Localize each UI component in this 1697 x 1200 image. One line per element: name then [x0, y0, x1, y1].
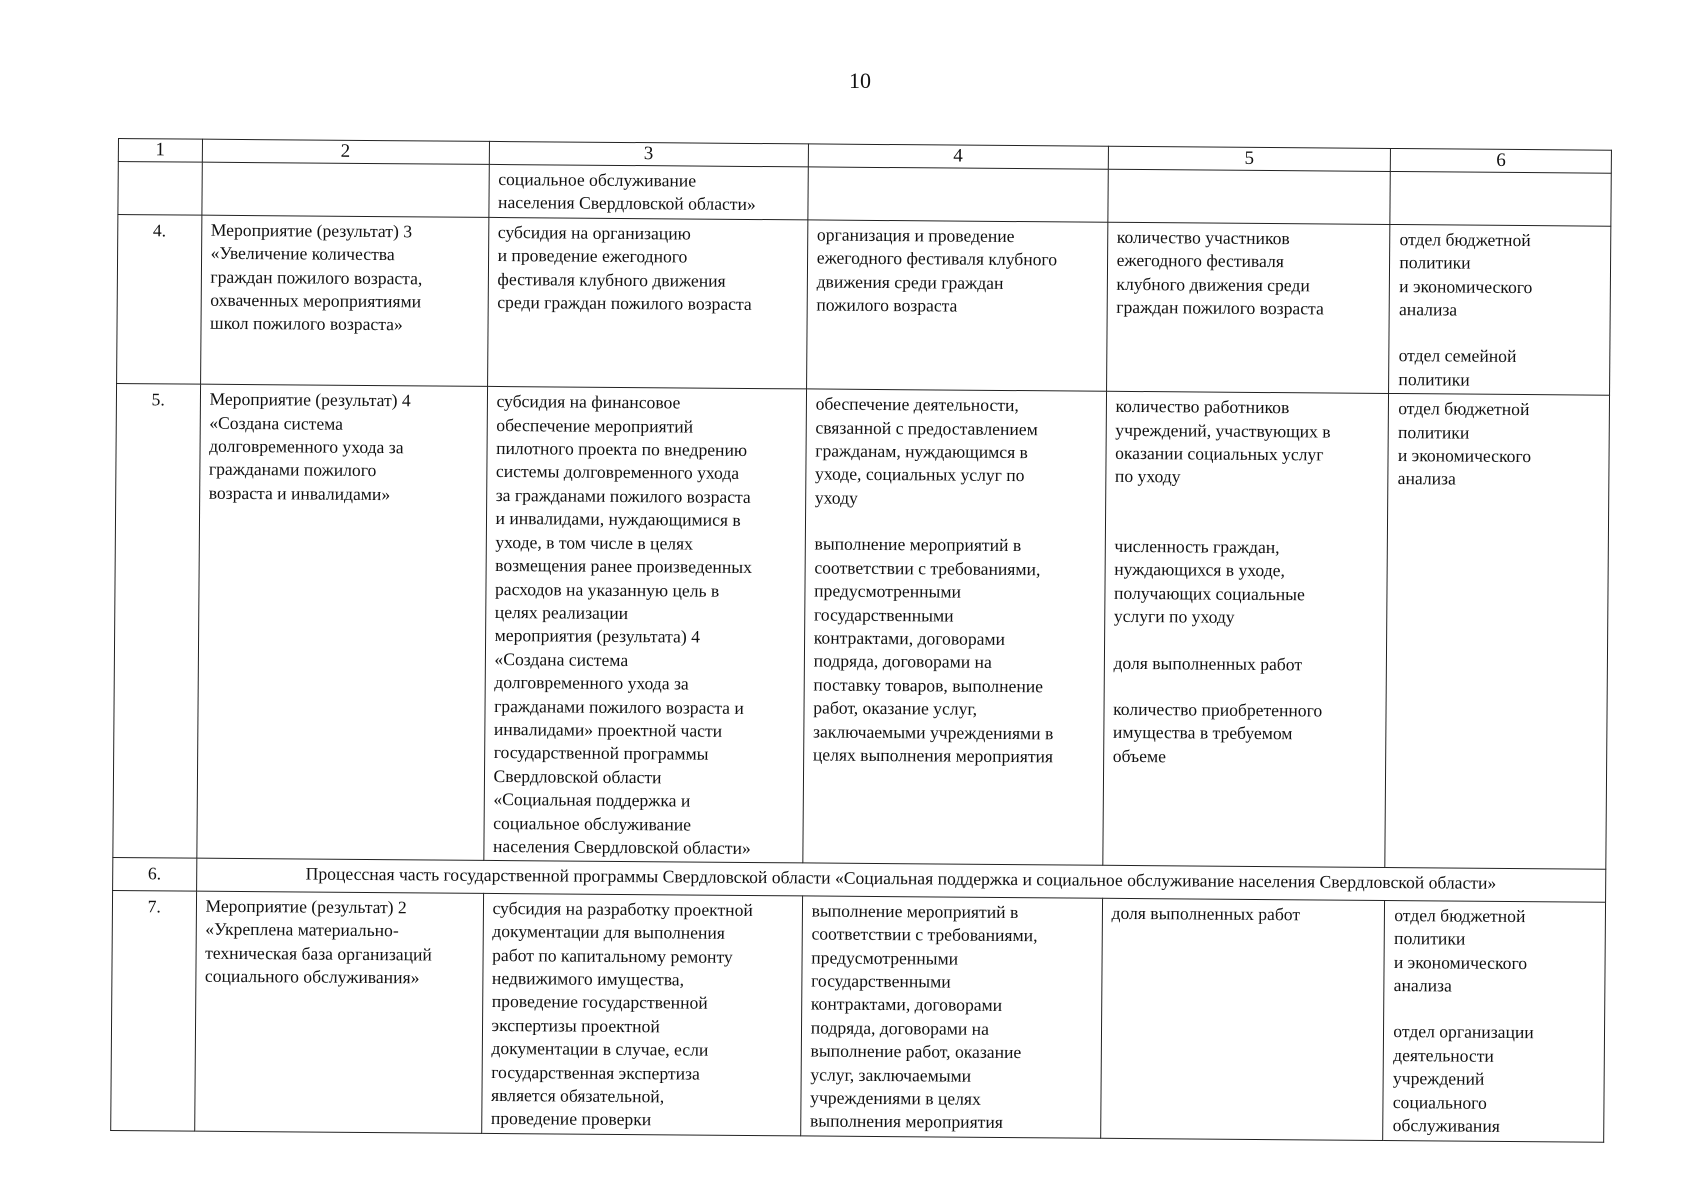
text-line: предусмотренными: [811, 947, 959, 969]
text-line: деятельности: [1393, 1044, 1494, 1066]
text-line: долговременного ухода за: [494, 672, 689, 694]
text-line: охваченных мероприятиями: [210, 289, 422, 312]
text-line: «Увеличение количества: [210, 242, 395, 265]
text-line: субсидия на организацию: [497, 221, 691, 244]
text-line: политики: [1399, 252, 1471, 273]
text-line: подряда, договорами на: [813, 650, 992, 673]
result-description: [800, 896, 1102, 1138]
text-line: по уходу: [1114, 466, 1181, 487]
text-line: системы долговременного ухода: [495, 461, 740, 484]
text-line: возраста и инвалидами»: [208, 482, 391, 505]
table-row: [111, 890, 1606, 1142]
text-line: за гражданами пожилого возраста: [495, 484, 751, 507]
column-header-6: 6: [1391, 148, 1612, 173]
result-description: [803, 389, 1107, 865]
text-line: недвижимого имущества,: [491, 967, 685, 990]
text-line: количество работников: [1115, 396, 1290, 418]
text-line: отдел семейной: [1398, 345, 1517, 367]
text-line: обеспечение деятельности,: [815, 393, 1019, 416]
text-line: целях реализации: [494, 601, 629, 623]
text-line: обслуживания: [1392, 1115, 1500, 1136]
text-line: количество приобретенного: [1113, 698, 1323, 721]
text-line: предусмотренными: [814, 580, 962, 602]
text-line: государственными: [811, 970, 951, 992]
text-line: гражданам, нуждающимся в: [815, 440, 1028, 463]
column-header-2: 2: [202, 139, 489, 164]
text-line: оказании социальных услуг: [1115, 442, 1324, 465]
text-line: «Укреплена материально-: [205, 918, 399, 941]
text-line: ежегодного фестиваля: [1116, 250, 1284, 272]
result-1: [815, 393, 1098, 512]
indicator: [1106, 222, 1390, 394]
text-line: населения Свердловской области»: [492, 835, 751, 858]
text-line: долговременного ухода за: [209, 435, 404, 458]
text-line: расходов на указанную цель в: [494, 578, 720, 601]
text-line: пожилого возраста: [816, 294, 958, 316]
text-line: политики: [1394, 928, 1466, 949]
text-line: количество участников: [1116, 226, 1290, 249]
text-line: отдел бюджетной: [1398, 398, 1530, 420]
text-line: государственной программы: [493, 742, 709, 764]
text-line: анализа: [1398, 299, 1458, 320]
text-line: контрактами, договорами: [810, 993, 1003, 1016]
text-line: граждан пожилого возраста: [1116, 296, 1324, 319]
subsidy-purpose: [481, 893, 802, 1136]
cell: [808, 167, 1108, 222]
text-line: отдел бюджетной: [1399, 228, 1531, 250]
text-line: документации для выполнения: [492, 921, 726, 943]
text-line: социального обслуживания»: [204, 965, 420, 988]
text-line: и экономического: [1399, 275, 1533, 297]
text-line: уходе, социальных услуг по: [815, 463, 1025, 486]
text-line: среди граждан пожилого возраста: [497, 292, 752, 315]
text-line: «Создана система: [209, 412, 344, 434]
text-line: и инвалидами, нуждающимися в: [495, 508, 741, 531]
text-line: анализа: [1397, 468, 1456, 489]
column-header-5: 5: [1108, 146, 1391, 171]
text-line: выполнение работ, оказание: [810, 1040, 1022, 1063]
text-line: государственными: [813, 603, 954, 626]
text-line: и проведение ежегодного: [497, 245, 688, 267]
text-line: мероприятия (результата) 4: [494, 625, 701, 647]
text-line: учреждений, участвующих в: [1115, 419, 1331, 442]
text-line: отдел бюджетной: [1394, 904, 1526, 926]
responsible-department: [1389, 224, 1611, 395]
text-line: работ, оказание услуг,: [813, 697, 978, 719]
text-line: «Создана система: [494, 648, 629, 670]
text-line: ежегодного фестиваля клубного: [816, 247, 1058, 270]
activity-name: [196, 384, 487, 860]
text-line: гражданами пожилого: [208, 459, 377, 481]
text-line: работ по капитальному ремонту: [492, 944, 733, 967]
text-line: экспертизы проектной: [491, 1014, 660, 1037]
text-line: Мероприятие (результат) 3: [210, 219, 413, 242]
text-line: фестиваля клубного движения: [497, 268, 726, 291]
row-number: 5.: [113, 384, 200, 859]
text-line: организация и проведение: [816, 224, 1015, 246]
text-line: численность граждан,: [1114, 535, 1280, 558]
text-line: анализа: [1393, 975, 1452, 996]
subsidy-purpose: [483, 387, 806, 864]
text-line: услуги по уходу: [1113, 605, 1235, 627]
department-1: [1394, 904, 1597, 999]
text-line: гражданами пожилого возраста и: [494, 695, 744, 718]
row-number: 7.: [111, 890, 196, 1131]
result-description: [806, 220, 1107, 392]
indicator-4: [1113, 698, 1378, 770]
indicator-1: [1115, 395, 1380, 491]
page-number: 10: [849, 68, 871, 93]
cell: [1107, 169, 1390, 224]
text-line: услуг, заключаемыми: [810, 1064, 972, 1086]
text-line: субсидия на финансовое: [496, 391, 681, 413]
text-line: социальное обслуживание: [498, 168, 697, 191]
row-number: 6.: [113, 858, 197, 891]
department-1: [1399, 228, 1602, 323]
cell: [118, 162, 202, 215]
text-line: движения среди граждан: [816, 271, 1004, 293]
text-line: инвалидами» проектной части: [493, 718, 723, 741]
indicator-3: [1113, 651, 1378, 676]
department-2: [1398, 345, 1601, 393]
text-line: уходе, в том числе в целях: [495, 531, 694, 554]
text-line: пилотного проекта по внедрению: [496, 438, 748, 461]
activity-name: [194, 891, 483, 1133]
text-line: выполнение мероприятий в: [814, 533, 1022, 556]
table-row: [113, 384, 1610, 870]
text-line: является обязательной,: [490, 1084, 665, 1107]
text-line: связанной с предоставлением: [815, 417, 1038, 439]
text-line: и экономического: [1397, 445, 1532, 467]
text-line: соответствии с требованиями,: [814, 557, 1041, 579]
activity-name: [200, 215, 488, 387]
text-line: заключаемыми учреждениями в: [813, 721, 1054, 743]
column-header-3: 3: [489, 141, 808, 167]
text-line: Мероприятие (результат) 2: [205, 895, 407, 918]
indicator: [1100, 898, 1385, 1140]
text-line: государственная экспертиза: [491, 1061, 700, 1084]
text-line: учреждений: [1392, 1068, 1485, 1089]
text-line: социального: [1392, 1091, 1487, 1113]
text-line: клубного движения среди: [1116, 273, 1310, 295]
activities-table: [110, 138, 1612, 1143]
text-line: Мероприятие (результат) 4: [209, 388, 411, 411]
responsible-department: [1383, 900, 1606, 1142]
text-line: и экономического: [1393, 951, 1528, 973]
text-line: соответствии с требованиями,: [811, 923, 1038, 946]
column-header-1: 1: [118, 139, 202, 163]
text-line: отдел организации: [1393, 1021, 1534, 1043]
text-line: имущества в требуемом: [1112, 722, 1293, 744]
text-line: получающих социальные: [1113, 582, 1305, 605]
text-line: обеспечение мероприятий: [496, 414, 694, 437]
column-header-4: 4: [808, 144, 1108, 169]
indicator: [1102, 392, 1388, 868]
text-line: уходу: [814, 487, 858, 508]
table-row: [117, 214, 1611, 395]
text-line: возмещения ранее произведенных: [495, 555, 753, 578]
text-line: проведение проверки: [490, 1108, 652, 1130]
text-line: выполнения мероприятия: [809, 1110, 1003, 1133]
result-2: [813, 533, 1097, 769]
text-line: подряда, договорами на: [810, 1017, 990, 1039]
text-line: населения Свердловской области»: [497, 192, 756, 215]
text-line: социальное обслуживание: [493, 812, 692, 835]
section-title: Процессная часть государственной программы Свердловской области «Социальная поддержка и социальное обслуживание населения Свердловской области»: [196, 859, 1606, 902]
text-line: субсидия на разработку проектной: [492, 897, 753, 920]
text-line: объеме: [1112, 745, 1167, 766]
text-line: целях выполнения мероприятия: [812, 744, 1054, 767]
row-number: 4.: [117, 214, 202, 384]
text-line: документации в случае, если: [491, 1038, 709, 1060]
text-line: поставку товаров, выполнение: [813, 674, 1044, 697]
text-line: политики: [1397, 421, 1470, 443]
text-line: учреждениями в целях: [810, 1087, 981, 1109]
cell-text: [488, 164, 808, 219]
responsible-department: [1385, 394, 1609, 870]
indicator-2: [1114, 535, 1379, 631]
text-line: нуждающихся в уходе,: [1114, 559, 1285, 581]
text-line: доля выполненных работ: [1111, 902, 1301, 925]
cell: [1390, 171, 1611, 226]
text-line: школ пожилого возраста»: [210, 313, 403, 335]
department-2: [1393, 1020, 1597, 1139]
text-line: политики: [1398, 368, 1470, 390]
text-line: Свердловской области: [493, 765, 662, 788]
text-line: граждан пожилого возраста,: [210, 266, 423, 289]
subsidy-purpose: [487, 217, 807, 389]
text-line: «Социальная поддержка и: [493, 789, 691, 811]
text-line: проведение государственной: [491, 991, 708, 1014]
text-line: техническая база организаций: [205, 942, 432, 965]
cell: [201, 162, 488, 217]
text-line: выполнение мероприятий в: [811, 900, 1019, 922]
text-line: контрактами, договорами: [813, 627, 1006, 649]
text-line: доля выполненных работ: [1113, 652, 1303, 674]
